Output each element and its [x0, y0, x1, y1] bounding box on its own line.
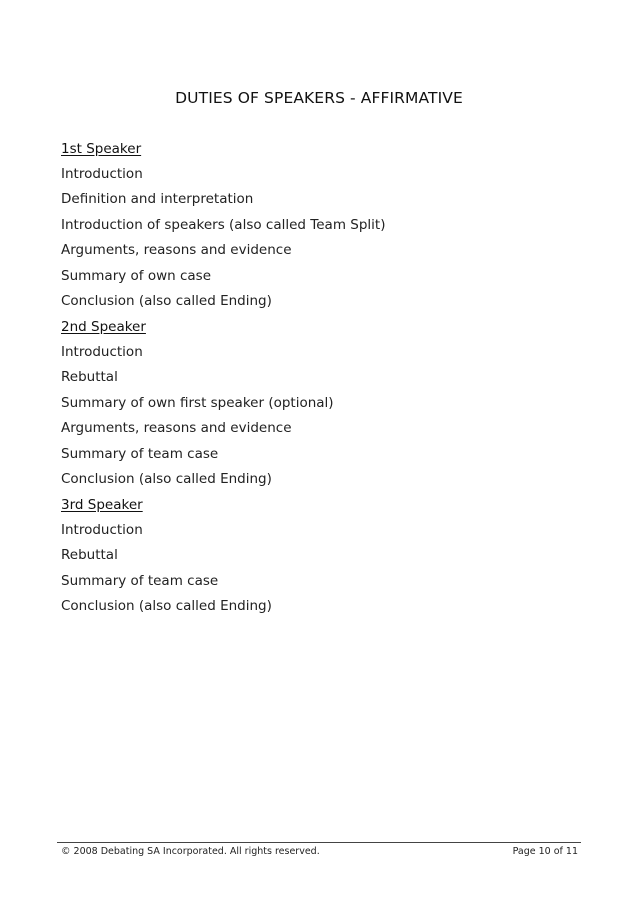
list-item: Conclusion (also called Ending)	[61, 292, 272, 309]
section-3rd-speaker	[61, 496, 581, 615]
list-item: Introduction	[61, 343, 143, 360]
list-item: Introduction	[61, 521, 143, 538]
list-item: Arguments, reasons and evidence	[61, 420, 292, 437]
section-heading: 1st Speaker	[61, 141, 142, 157]
section-heading: 2nd Speaker	[61, 318, 146, 335]
list-item: Summary of team case	[61, 445, 219, 462]
list-item: Summary of own case	[61, 267, 212, 284]
speaker-duties-content	[61, 140, 581, 622]
list-item: Introduction	[61, 166, 143, 182]
list-item: Rebuttal	[61, 369, 118, 386]
list-item: Arguments, reasons and evidence	[61, 242, 292, 259]
list-item: Introduction of speakers (also called Team Split)	[61, 216, 386, 233]
footer-divider	[57, 842, 581, 843]
footer-copyright: © 2008 Debating SA Incorporated. All rights reserved.	[61, 846, 320, 857]
list-item: Conclusion (also called Ending)	[61, 598, 272, 615]
list-item: Summary of team case	[61, 572, 219, 589]
list-item: Summary of own first speaker (optional)	[61, 394, 334, 411]
section-1st-speaker	[61, 140, 581, 310]
section-2nd-speaker	[61, 318, 581, 488]
page-title: DUTIES OF SPEAKERS - AFFIRMATIVE	[175, 89, 463, 107]
list-item: Definition and interpretation	[61, 191, 254, 208]
list-item: Rebuttal	[61, 547, 118, 564]
footer-page-number: Page 10 of 11	[512, 846, 578, 857]
section-heading: 3rd Speaker	[61, 496, 143, 513]
list-item: Conclusion (also called Ending)	[61, 470, 272, 487]
